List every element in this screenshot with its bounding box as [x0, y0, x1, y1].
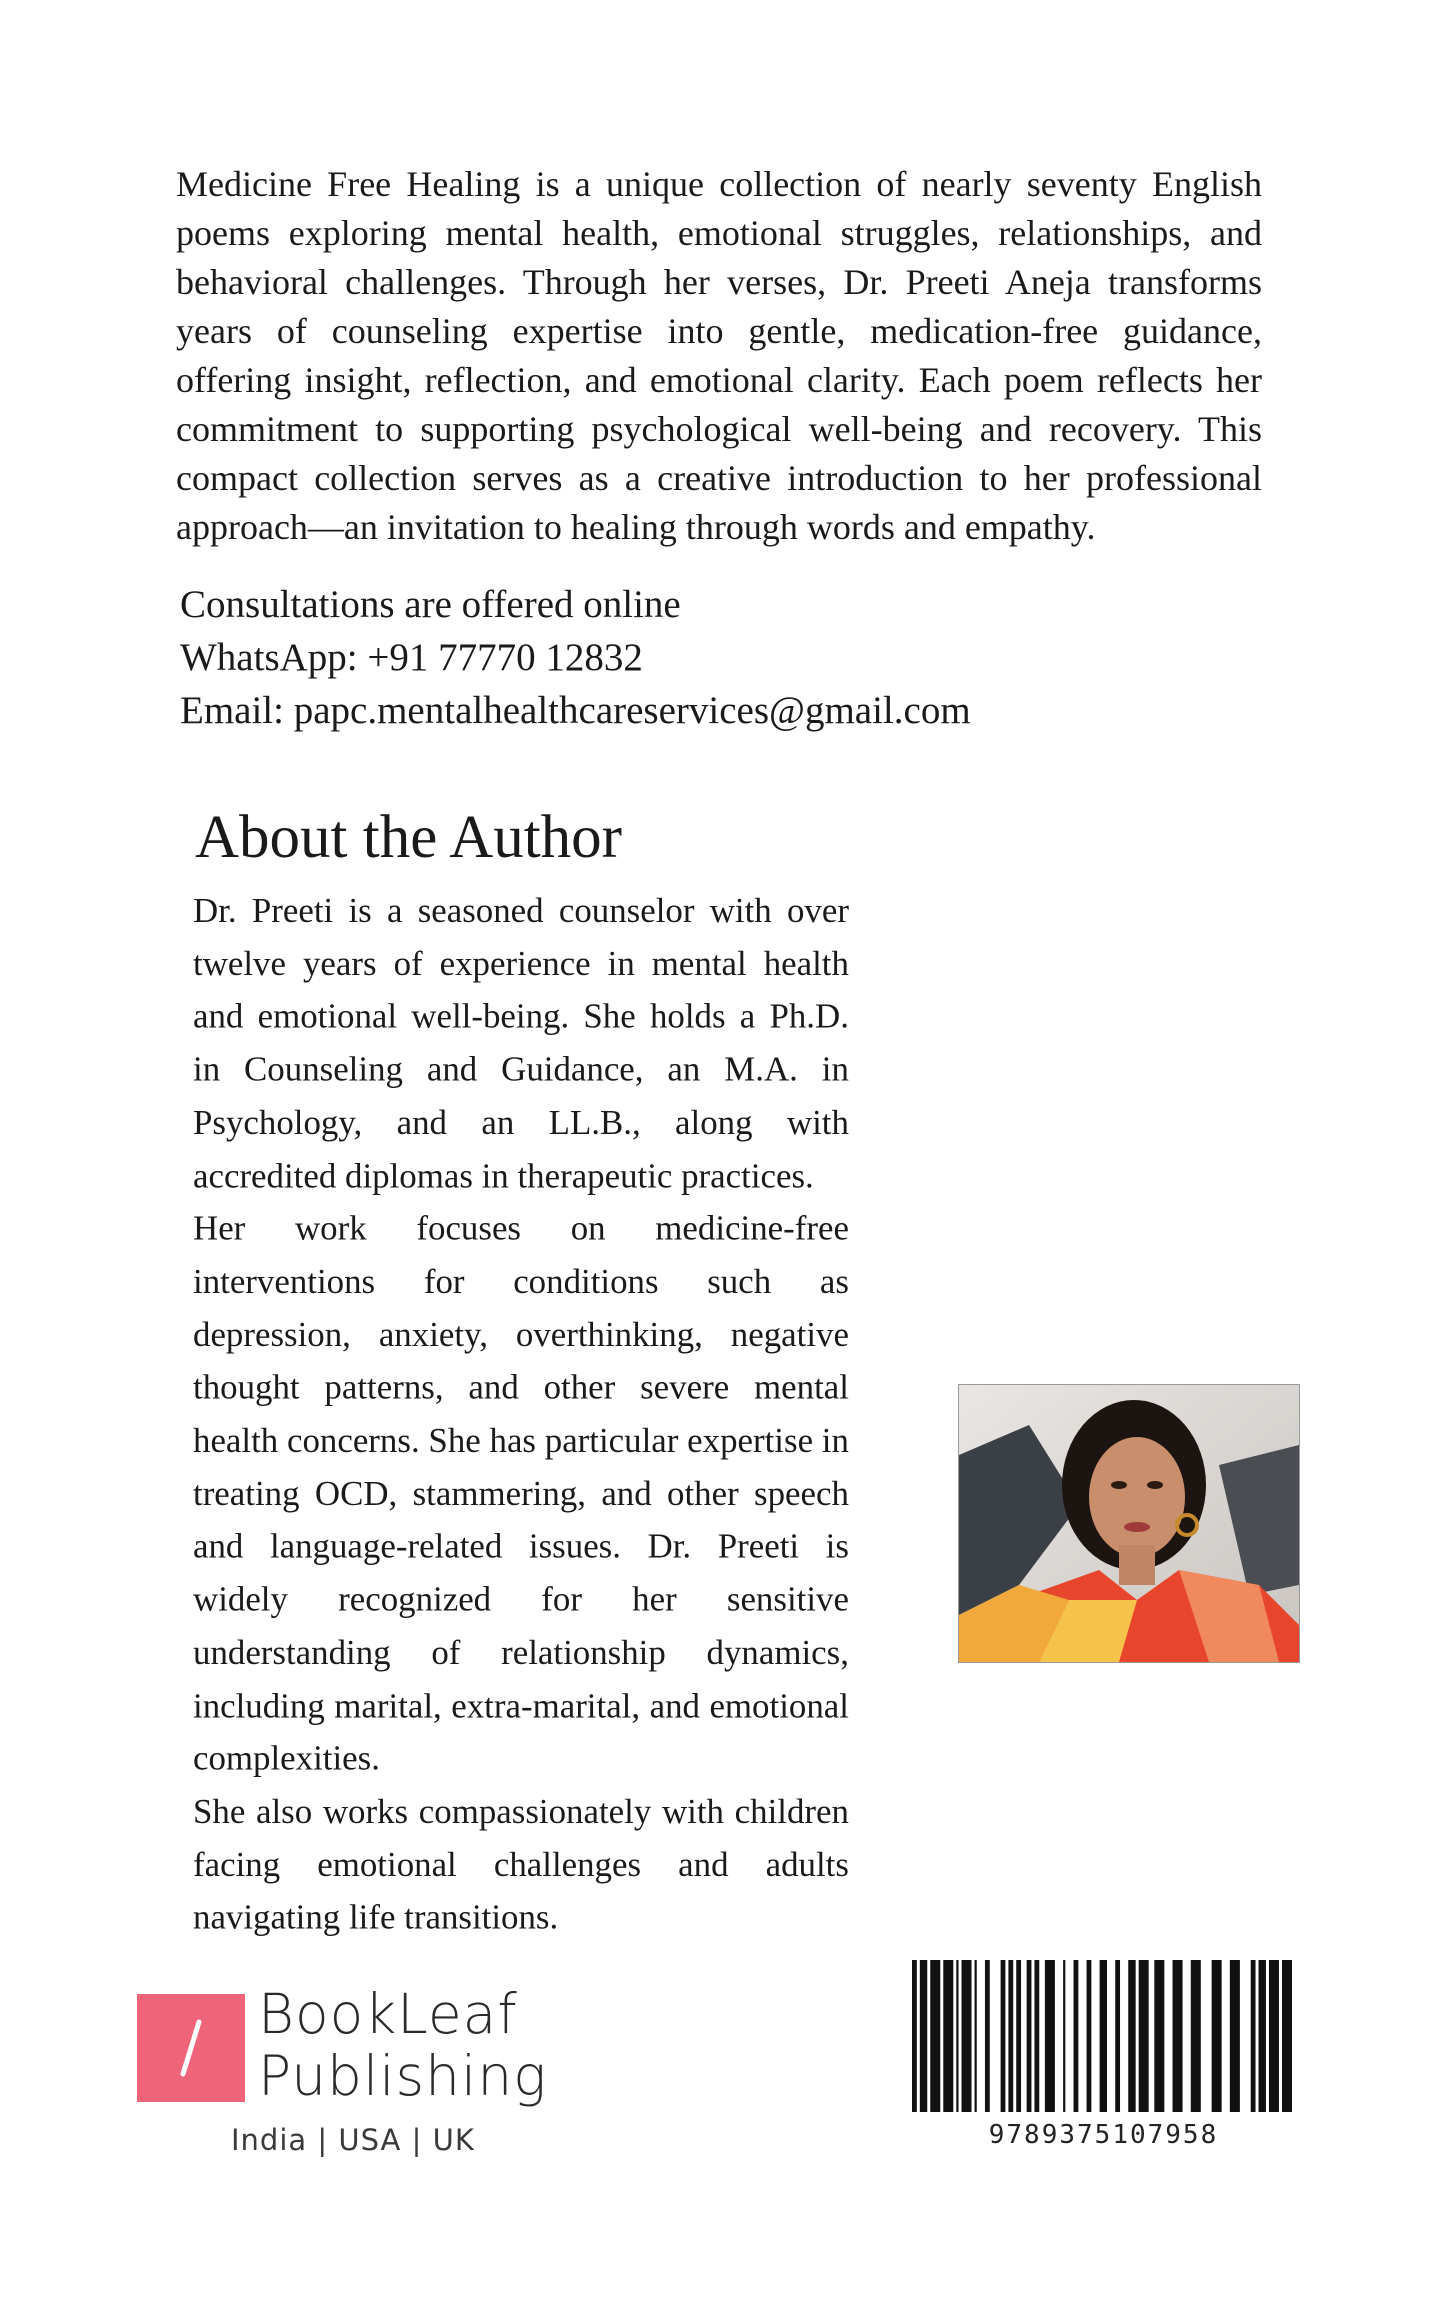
barcode-bar: [1016, 1960, 1021, 2112]
publisher-name-line2: Publishing: [258, 2044, 548, 2108]
barcode-bar: [1191, 1960, 1201, 2112]
barcode-bar: [943, 1960, 953, 2112]
barcode-bar: [1087, 1960, 1092, 2112]
slash-logo-icon: [137, 1994, 245, 2102]
contact-whatsapp: WhatsApp: +91 77770 12832: [180, 636, 643, 679]
contact-consultations: Consultations are offered online: [180, 583, 681, 626]
barcode-bar: [1282, 1960, 1292, 2112]
barcode-bar: [1001, 1960, 1006, 2112]
barcode-bar: [962, 1960, 972, 2112]
barcode-bar: [1008, 1960, 1013, 2112]
contact-email: Email: papc.mentalhealthcareservices@gmail.com: [180, 689, 971, 732]
barcode-icon: [912, 1960, 1295, 2112]
author-bio-paragraph-1: Dr. Preeti is a seasoned counselor with over twelve years of experience in mental health and emotional well-being. She holds a Ph.D. in Counseling and Guidance, an M.A. in Psychology, and an LL.B., along with accredited diplomas in therapeutic practices.: [193, 890, 849, 1195]
barcode-bar: [975, 1960, 977, 2112]
contact-info: [180, 578, 1280, 737]
barcode-bar: [920, 1960, 927, 2112]
book-blurb: Medicine Free Healing is a unique collection of nearly seventy English poems exploring mental health, emotional struggles, relationships, and behavioral challenges. Through her verses, Dr. Preeti Aneja transforms years of counseling expertise into gentle, medication-free guidance, offering insight, reflection, and emotional clarity. Each poem reflects her commitment to supporting psychological well-being and recovery. This compact collection serves as a creative introduction to her professional approach—an invitation to healing through words and empathy.: [176, 164, 1262, 547]
barcode-bar: [1173, 1960, 1183, 2112]
barcode-bar: [1100, 1960, 1107, 2112]
barcode-bar: [1212, 1960, 1222, 2112]
author-portrait-photo: [958, 1384, 1300, 1663]
publisher-name-line1: BookLeaf: [258, 1982, 518, 2046]
author-bio-paragraph-3: She also works compassionately with children facing emotional challenges and adults navigating life transitions.: [193, 1791, 849, 1937]
barcode-bar: [1259, 1960, 1266, 2112]
barcode-bar: [912, 1960, 917, 2112]
author-bio: [193, 884, 849, 1944]
barcode-bar: [1128, 1960, 1135, 2112]
publisher-name: [258, 1983, 547, 2107]
about-author-heading: About the Author: [195, 804, 622, 871]
barcode-bar: [1074, 1960, 1079, 2112]
barcode-bar: [1027, 1960, 1032, 2112]
publisher-regions: India | USA | UK: [231, 2123, 475, 2157]
barcode-bar: [1045, 1960, 1055, 2112]
barcode-bar: [985, 1960, 990, 2112]
barcode-bar: [930, 1960, 940, 2112]
barcode-bar: [1034, 1960, 1039, 2112]
barcode-bar: [1251, 1960, 1256, 2112]
barcode-bar: [1139, 1960, 1149, 2112]
barcode-bar: [1154, 1960, 1164, 2112]
isbn-number: 9789375107958: [988, 2120, 1219, 2150]
barcode-bar: [1230, 1960, 1240, 2112]
barcode-bar: [1063, 1960, 1065, 2112]
author-bio-paragraph-2: Her work focuses on medicine-free interventions for conditions such as depression, anxiety, overthinking, negative thought patterns, and other severe mental health concerns. She has particular expertise in treating OCD, stammering, and other speech and language-related issues. Dr. Preeti is widely recognized for her sensitive understanding of relationship dynamics, including marital, extra-marital, and emotional complexities.: [193, 1208, 849, 1778]
barcode-bar: [1269, 1960, 1279, 2112]
barcode-bar: [1115, 1960, 1120, 2112]
barcode-bar: [956, 1960, 958, 2112]
